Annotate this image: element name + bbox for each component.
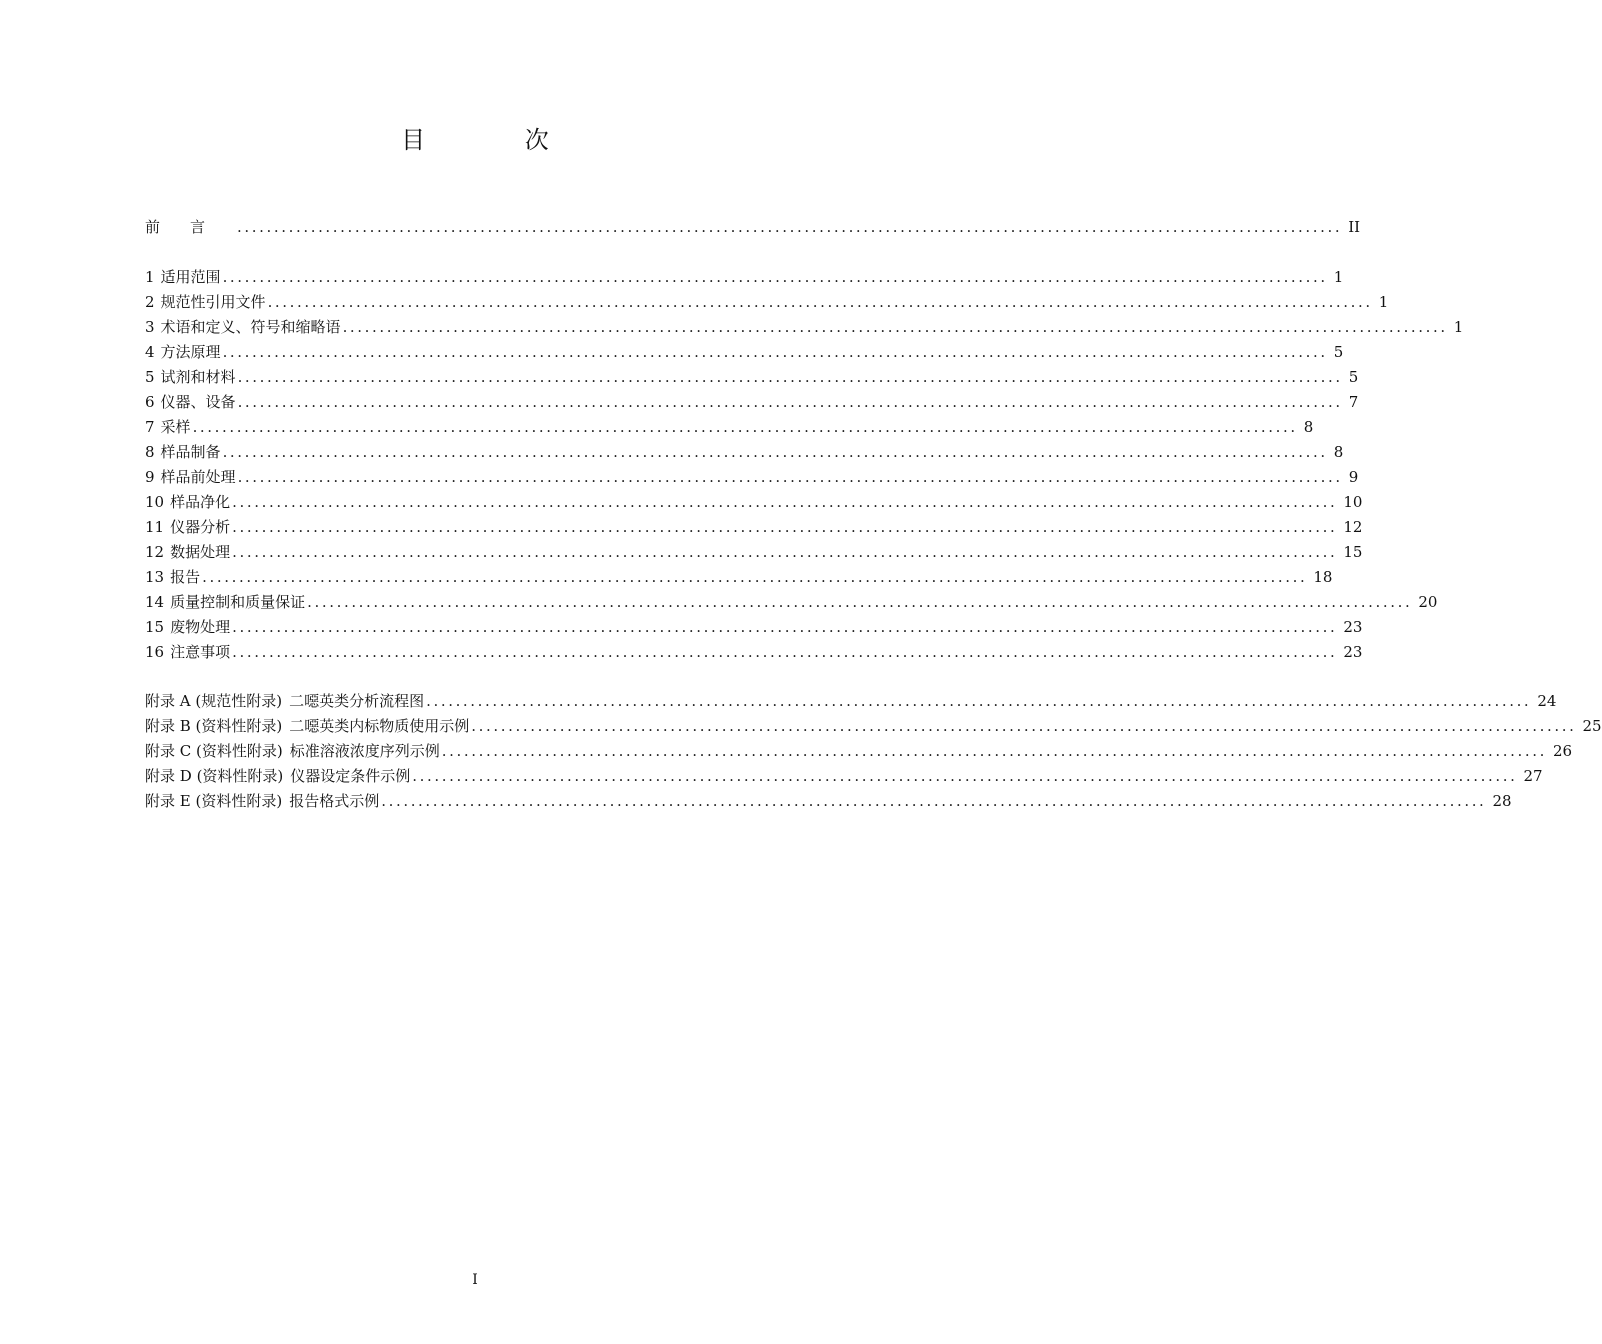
toc-appendix-name: 附录 B (资料性附录): [145, 717, 283, 735]
toc-section-title: 注意事项: [170, 643, 231, 661]
toc-page-number: 20: [1418, 593, 1438, 611]
toc-leader-dots: ......................................................................................................................................................: [237, 393, 1343, 411]
toc-appendix-title: 仪器设定条件示例: [290, 767, 411, 785]
toc-leader-dots: ......................................................................................................................................................: [441, 742, 1547, 760]
toc-appendix-entry[interactable]: [145, 790, 1512, 812]
toc-leader-dots: ......................................................................................................................................................: [381, 792, 1487, 810]
toc-section-title: 废物处理: [170, 618, 231, 636]
toc-entry[interactable]: [145, 591, 1438, 613]
toc-section-number: 7: [145, 418, 155, 436]
toc-section-number: 3: [145, 318, 155, 336]
toc-entry[interactable]: [145, 491, 1363, 513]
toc-appendix-name: 附录 D (资料性附录): [145, 767, 284, 785]
page-title: 目 次: [401, 126, 595, 154]
toc-section-title: 方法原理: [160, 343, 221, 361]
toc-section-title: 仪器、设备: [160, 393, 236, 411]
toc-page-number: 7: [1348, 393, 1359, 411]
toc-leader-dots: ......................................................................................................................................................: [232, 618, 1338, 636]
toc-leader-dots: ......................................................................................................................................................: [412, 767, 1518, 785]
toc-section-title: 采样: [160, 418, 191, 436]
toc-page-number: 26: [1552, 742, 1573, 760]
toc-leader-dots: ......................................................................................................................................................: [342, 318, 1448, 336]
toc-leader-dots: ......................................................................................................................................................: [237, 368, 1343, 386]
toc-entry[interactable]: [145, 291, 1389, 313]
toc-section-number: 8: [145, 443, 155, 461]
toc-appendix-title: 二噁英类内标物质使用示例: [289, 717, 470, 735]
toc-entry[interactable]: [145, 566, 1333, 588]
toc-page-number: 15: [1343, 543, 1363, 561]
toc-leader-dots: ......................................................................................................................................................: [222, 443, 1328, 461]
toc-page-number: 1: [1333, 268, 1344, 286]
page-number: I: [472, 1272, 478, 1288]
toc-section-title: 适用范围: [160, 268, 221, 286]
toc-leader-dots: ......................................................................................................................................................: [232, 643, 1338, 661]
toc-section-number: 2: [145, 293, 155, 311]
toc-page-number: II: [1348, 218, 1361, 236]
toc-entry[interactable]: [145, 416, 1314, 438]
toc-section-number: 5: [145, 368, 155, 386]
toc-section-title: 术语和定义、符号和缩略语: [160, 318, 341, 336]
toc-entry[interactable]: [145, 616, 1363, 638]
toc-page-number: 5: [1333, 343, 1344, 361]
toc-section-title: 报告: [170, 568, 201, 586]
toc-leader-dots: ......................................................................................................................................................: [232, 493, 1338, 511]
toc-page-number: 27: [1523, 767, 1543, 785]
toc-section-title: 质量控制和质量保证: [170, 593, 306, 611]
toc-leader-dots: ......................................................................................................................................................: [267, 293, 1373, 311]
toc-page-number: 5: [1348, 368, 1359, 386]
toc-leader-dots: ......................................................................................................................................................: [192, 418, 1298, 436]
toc-page-number: 24: [1537, 692, 1557, 710]
toc-entry-label: 前言: [145, 218, 236, 236]
toc-page-number: 1: [1453, 318, 1464, 336]
toc-appendix-title: 报告格式示例: [289, 792, 380, 810]
toc-section-number: 4: [145, 343, 155, 361]
toc-leader-dots: ......................................................................................................................................................: [237, 468, 1343, 486]
toc-page-number: 23: [1343, 618, 1363, 636]
toc-leader-dots: ......................................................................................................................................................: [232, 518, 1338, 536]
toc-appendix-title: 二噁英类分析流程图: [289, 692, 425, 710]
toc-entry[interactable]: [145, 641, 1363, 663]
toc-section-number: 11: [145, 518, 165, 536]
toc-leader-dots: ......................................................................................................................................................: [307, 593, 1413, 611]
toc-section-title: 规范性引用文件: [160, 293, 266, 311]
toc-appendix-name: 附录 A (规范性附录): [145, 692, 283, 710]
toc-leader-dots: ......................................................................................................................................................: [232, 543, 1338, 561]
toc-section-number: 15: [145, 618, 165, 636]
toc-page-number: 18: [1313, 568, 1333, 586]
toc-appendix-name: 附录 E (资料性附录): [145, 792, 283, 810]
toc-leader-dots: ......................................................................................................................................................: [222, 268, 1328, 286]
toc-section-number: 1: [145, 268, 155, 286]
toc-page-number: 8: [1333, 443, 1344, 461]
toc-appendix-title: 标准溶液浓度序列示例: [289, 742, 440, 760]
toc-entry[interactable]: [145, 316, 1464, 338]
toc-entry[interactable]: [145, 541, 1363, 563]
toc-section-title: 试剂和材料: [160, 368, 236, 386]
toc-appendix-entry[interactable]: [145, 690, 1557, 712]
toc-section-number: 13: [145, 568, 165, 586]
toc-entry-preface[interactable]: [145, 216, 1361, 238]
toc-section-title: 仪器分析: [170, 518, 231, 536]
toc-page-number: 28: [1492, 792, 1512, 810]
toc-page-number: 1: [1378, 293, 1389, 311]
toc-section-title: 样品前处理: [160, 468, 236, 486]
toc-appendix-entry[interactable]: [145, 740, 1573, 762]
toc-leader-dots: ......................................................................................................................................................: [202, 568, 1308, 586]
toc-section-number: 16: [145, 643, 165, 661]
toc-section-number: 6: [145, 393, 155, 411]
toc-entry[interactable]: [145, 366, 1359, 388]
toc-leader-dots: ......................................................................................................................................................: [237, 218, 1343, 236]
toc-section-title: 数据处理: [170, 543, 231, 561]
toc-page-number: 25: [1582, 717, 1602, 735]
toc-entry[interactable]: [145, 466, 1359, 488]
toc-page-number: 8: [1303, 418, 1314, 436]
toc-section-title: 样品制备: [160, 443, 221, 461]
toc-section-number: 10: [145, 493, 165, 511]
toc-entry[interactable]: [145, 516, 1363, 538]
toc-appendix-entry[interactable]: [145, 715, 1602, 737]
toc-leader-dots: ......................................................................................................................................................: [222, 343, 1328, 361]
toc-entry[interactable]: [145, 266, 1344, 288]
toc-appendix-name: 附录 C (资料性附录): [145, 742, 283, 760]
toc-entry[interactable]: [145, 441, 1344, 463]
toc-page-number: 23: [1343, 643, 1363, 661]
toc-leader-dots: ......................................................................................................................................................: [471, 717, 1577, 735]
toc-section-title: 样品净化: [170, 493, 231, 511]
toc-section-number: 14: [145, 593, 165, 611]
toc-page-number: 10: [1343, 493, 1363, 511]
toc-entry[interactable]: [145, 391, 1359, 413]
toc-section-number: 9: [145, 468, 155, 486]
toc-page-number: 9: [1348, 468, 1359, 486]
toc-appendix-entry[interactable]: [145, 765, 1543, 787]
toc-section-number: 12: [145, 543, 165, 561]
toc-entry[interactable]: [145, 341, 1344, 363]
toc-leader-dots: ......................................................................................................................................................: [426, 692, 1532, 710]
toc-page-number: 12: [1343, 518, 1363, 536]
